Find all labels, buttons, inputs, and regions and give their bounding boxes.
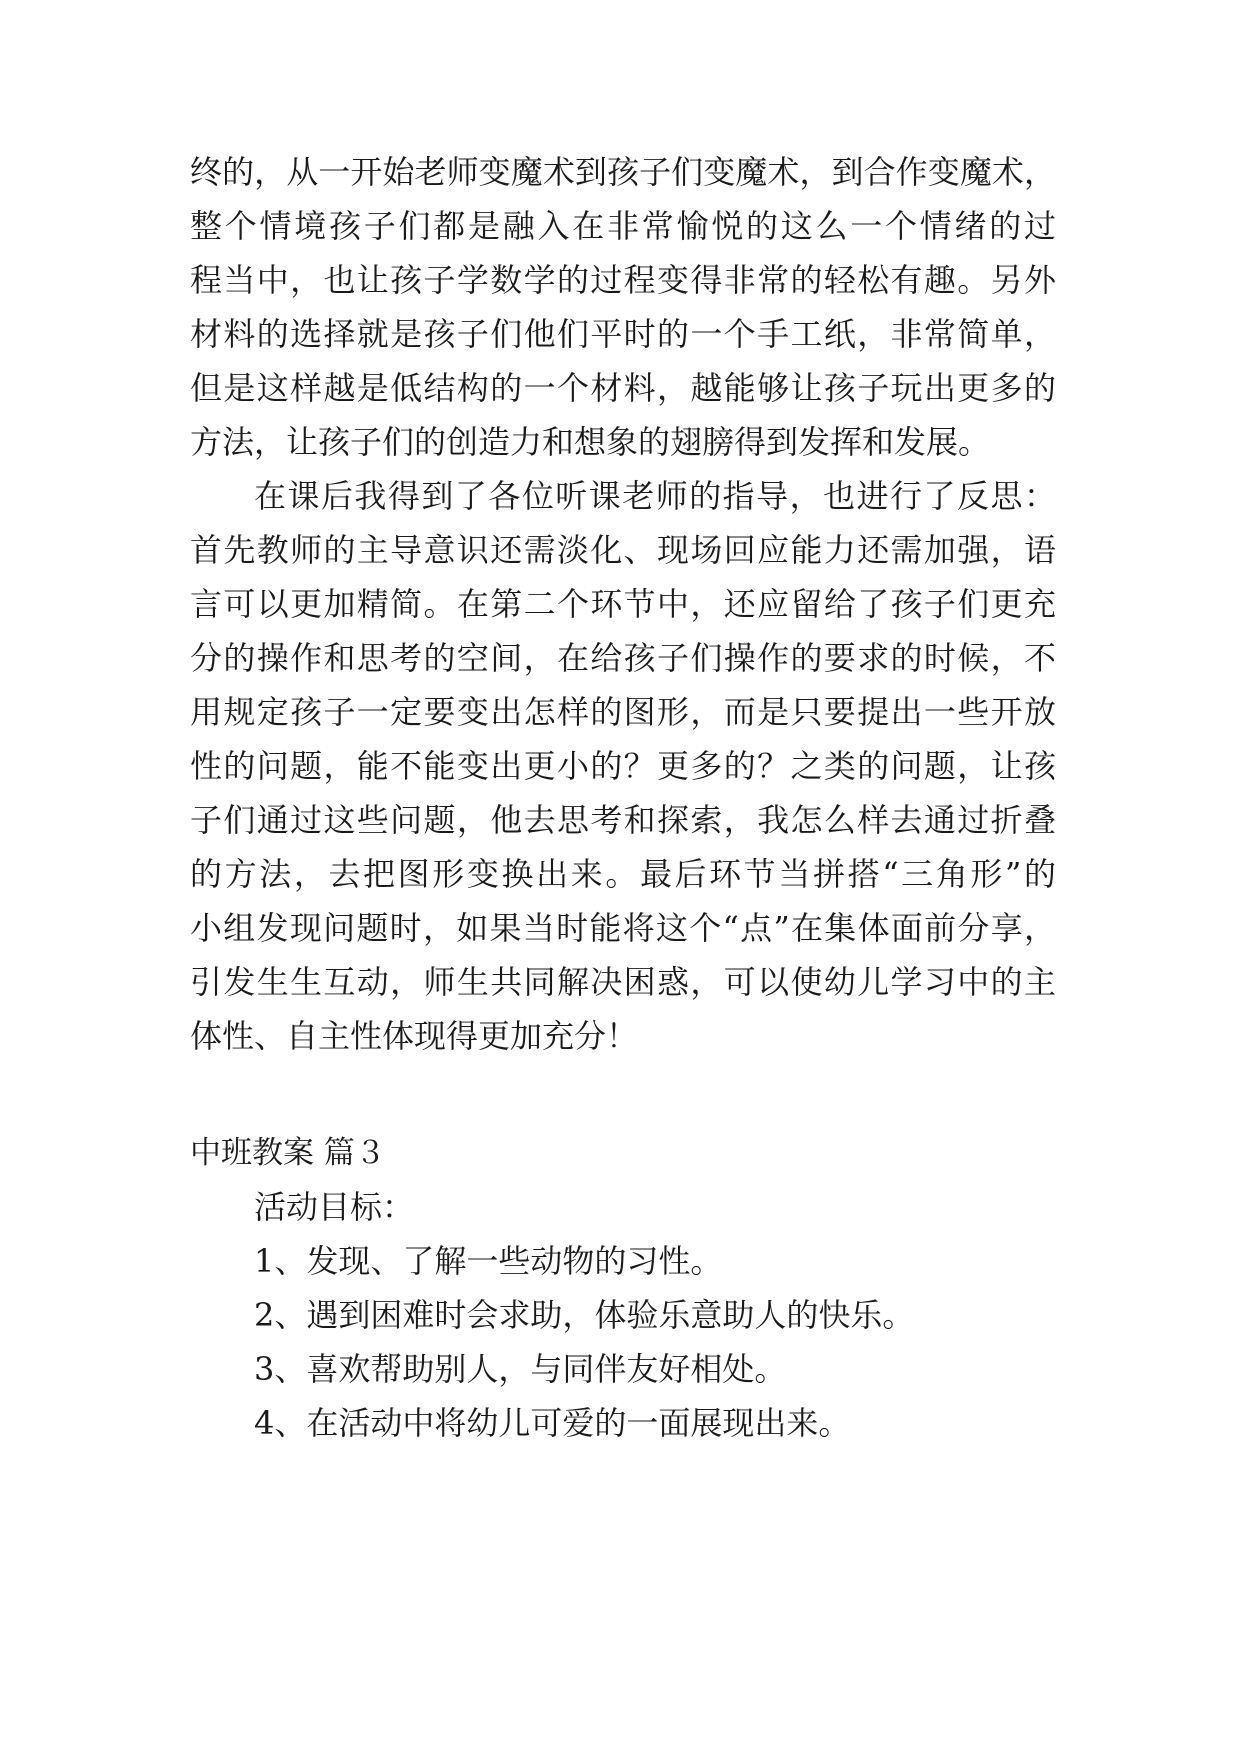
activity-goal-item-2: 2、遇到困难时会求助，体验乐意助人的快乐。 (254, 1296, 915, 1334)
paragraph-1-line-5: 但是这样越是低结构的一个材料，越能够让孩子玩出更多的 (190, 369, 1056, 407)
paragraph-2-line-11: 体性、自主性体现得更加充分！ (190, 1017, 639, 1055)
section-heading: 中班教案 篇３ (190, 1135, 386, 1171)
paragraph-2-line-4: 分的操作和思考的空间，在给孩子们操作的要求的时候，不 (190, 639, 1056, 677)
paragraph-2-line-1: 在课后我得到了各位听课老师的指导，也进行了反思： (254, 477, 1056, 515)
activity-goals-label: 活动目标： (254, 1188, 415, 1226)
paragraph-2-line-7: 子们通过这些问题，他去思考和探索，我怎么样去通过折叠 (190, 801, 1056, 839)
paragraph-2-line-6: 性的问题，能不能变出更小的？更多的？之类的问题，让孩 (190, 747, 1056, 785)
paragraph-2-line-8: 的方法，去把图形变换出来。最后环节当拼搭“三角形”的 (190, 855, 1056, 893)
paragraph-2-line-3: 言可以更加精简。在第二个环节中，还应留给了孩子们更充 (190, 585, 1056, 623)
paragraph-1-line-2: 整个情境孩子们都是融入在非常愉悦的这么一个情绪的过 (190, 207, 1056, 245)
paragraph-2-line-5: 用规定孩子一定要变出怎样的图形，而是只要提出一些开放 (190, 693, 1056, 731)
paragraph-2-line-2: 首先教师的主导意识还需淡化、现场回应能力还需加强，语 (190, 531, 1056, 569)
paragraph-2-line-10: 引发生生互动，师生共同解决困惑，可以使幼儿学习中的主 (190, 963, 1056, 1001)
activity-goal-item-4: 4、在活动中将幼儿可爱的一面展现出来。 (254, 1404, 851, 1442)
activity-goal-item-3: 3、喜欢帮助别人，与同伴友好相处。 (254, 1350, 787, 1388)
paragraph-1-line-4: 材料的选择就是孩子们他们平时的一个手工纸，非常简单， (190, 315, 1056, 353)
activity-goal-item-1: 1、发现、了解一些动物的习性。 (254, 1242, 723, 1280)
paragraph-1-line-3: 程当中，也让孩子学数学的过程变得非常的轻松有趣。另外 (190, 261, 1056, 299)
paragraph-1-line-1: 终的，从一开始老师变魔术到孩子们变魔术，到合作变魔术， (190, 153, 1056, 191)
paragraph-2-line-9: 小组发现问题时，如果当时能将这个“点”在集体面前分享， (190, 909, 1056, 947)
paragraph-1-line-6: 方法，让孩子们的创造力和想象的翅膀得到发挥和发展。 (190, 423, 991, 461)
